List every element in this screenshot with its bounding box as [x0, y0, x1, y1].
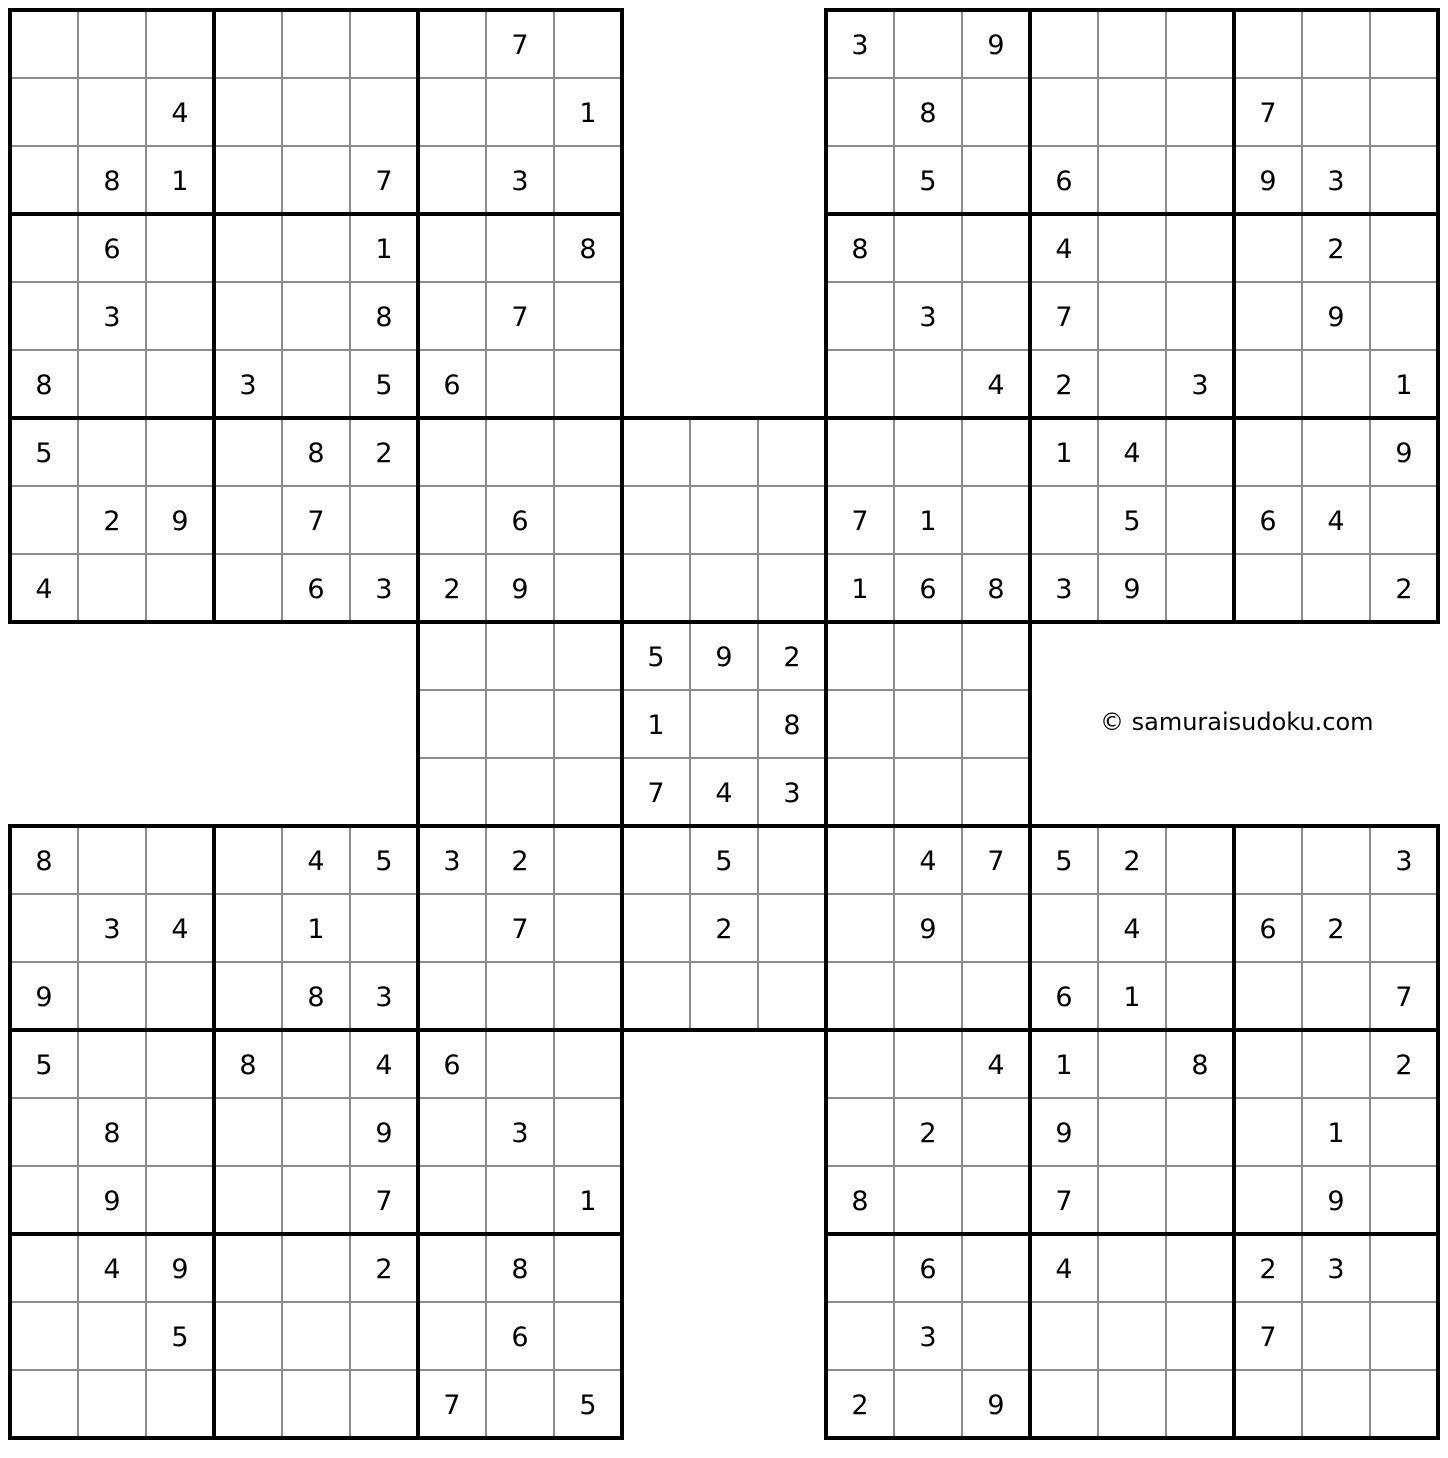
given-digit: 8: [511, 1254, 529, 1285]
given-digit: 8: [35, 370, 53, 401]
given-digit: 2: [1327, 234, 1345, 265]
given-digit: 4: [103, 1254, 121, 1285]
given-digit: 4: [987, 370, 1005, 401]
given-digit: 9: [1327, 1186, 1345, 1217]
given-digit: 9: [987, 1390, 1005, 1421]
given-digit: 7: [1259, 1322, 1277, 1353]
given-digit: 5: [35, 438, 53, 469]
given-digit: 9: [1395, 438, 1413, 469]
given-digit: 1: [1055, 438, 1073, 469]
given-digit: 6: [1055, 982, 1073, 1013]
given-digit: 6: [919, 1254, 937, 1285]
given-digit: 5: [375, 370, 393, 401]
given-digit: 9: [35, 982, 53, 1013]
given-digit: 1: [171, 166, 189, 197]
given-digit: 4: [987, 1050, 1005, 1081]
given-digit: 3: [103, 302, 121, 333]
given-digit: 7: [987, 846, 1005, 877]
given-digit: 8: [851, 234, 869, 265]
given-digit: 8: [103, 166, 121, 197]
given-digit: 8: [1191, 1050, 1209, 1081]
given-digit: 6: [1259, 506, 1277, 537]
given-digit: 5: [1055, 846, 1073, 877]
given-digit: 2: [919, 1118, 937, 1149]
given-digit: 3: [919, 1322, 937, 1353]
given-digit: 9: [171, 1254, 189, 1285]
copyright-text: © samuraisudoku.com: [1100, 708, 1374, 736]
given-digit: 5: [35, 1050, 53, 1081]
given-digit: 4: [715, 778, 733, 809]
given-digit: 6: [511, 1322, 529, 1353]
given-digit: 1: [307, 914, 325, 945]
given-digit: 1: [1395, 370, 1413, 401]
given-digit: 8: [851, 1186, 869, 1217]
given-digit: 1: [579, 98, 597, 129]
given-digit: 4: [171, 914, 189, 945]
given-digit: 2: [1395, 1050, 1413, 1081]
given-digit: 9: [511, 574, 529, 605]
given-digit: 3: [375, 574, 393, 605]
given-digit: 5: [171, 1322, 189, 1353]
given-digit: 8: [783, 710, 801, 741]
given-digit: 3: [1395, 846, 1413, 877]
given-digit: 1: [851, 574, 869, 605]
given-digit: 2: [443, 574, 461, 605]
given-digit: 7: [443, 1390, 461, 1421]
given-digit: 4: [1123, 914, 1141, 945]
given-digit: 1: [579, 1186, 597, 1217]
given-digit: 3: [375, 982, 393, 1013]
given-digit: 9: [987, 30, 1005, 61]
given-digit: 2: [1327, 914, 1345, 945]
given-digit: 6: [443, 1050, 461, 1081]
given-digit: 3: [919, 302, 937, 333]
given-digit: 8: [307, 982, 325, 1013]
given-digit: 5: [579, 1390, 597, 1421]
given-digit: 6: [103, 234, 121, 265]
given-digit: 5: [1123, 506, 1141, 537]
given-digit: 2: [375, 438, 393, 469]
given-digit: 9: [715, 642, 733, 673]
given-digit: 1: [647, 710, 665, 741]
given-digit: 1: [1055, 1050, 1073, 1081]
given-digit: 3: [1191, 370, 1209, 401]
box-border: [622, 418, 826, 622]
given-digit: 2: [1395, 574, 1413, 605]
given-digit: 1: [919, 506, 937, 537]
given-digit: 8: [919, 98, 937, 129]
given-digit: 8: [239, 1050, 257, 1081]
given-digit: 9: [1055, 1118, 1073, 1149]
given-digit: 2: [783, 642, 801, 673]
given-digit: 9: [919, 914, 937, 945]
given-digit: 7: [375, 166, 393, 197]
given-digit: 7: [511, 30, 529, 61]
given-digit: 7: [375, 1186, 393, 1217]
given-digit: 1: [1327, 1118, 1345, 1149]
given-digit: 2: [1123, 846, 1141, 877]
given-digit: 8: [375, 302, 393, 333]
given-digit: 3: [851, 30, 869, 61]
given-digit: 5: [715, 846, 733, 877]
given-digit: 6: [511, 506, 529, 537]
given-digit: 8: [103, 1118, 121, 1149]
given-digit: 7: [1259, 98, 1277, 129]
given-digit: 3: [443, 846, 461, 877]
given-digit: 2: [715, 914, 733, 945]
given-digit: 2: [375, 1254, 393, 1285]
given-digit: 5: [647, 642, 665, 673]
given-digit: 8: [307, 438, 325, 469]
given-digit: 7: [647, 778, 665, 809]
given-digit: 8: [579, 234, 597, 265]
given-digit: 2: [1055, 370, 1073, 401]
given-digit: 7: [307, 506, 325, 537]
given-digit: 4: [171, 98, 189, 129]
given-digit: 9: [1123, 574, 1141, 605]
box-border: [418, 622, 622, 826]
given-digit: 7: [511, 302, 529, 333]
given-digit: 4: [307, 846, 325, 877]
given-digit: 3: [511, 1118, 529, 1149]
given-digit: 4: [1055, 234, 1073, 265]
given-digit: 9: [1259, 166, 1277, 197]
given-digit: 9: [171, 506, 189, 537]
given-digit: 3: [1055, 574, 1073, 605]
given-digit: 7: [1055, 302, 1073, 333]
given-digit: 4: [1055, 1254, 1073, 1285]
given-digit: 4: [1123, 438, 1141, 469]
given-digit: 2: [103, 506, 121, 537]
given-digit: 6: [919, 574, 937, 605]
given-digit: 7: [1055, 1186, 1073, 1217]
given-digit: 1: [1123, 982, 1141, 1013]
given-digit: 6: [1259, 914, 1277, 945]
given-digit: 3: [511, 166, 529, 197]
given-digit: 3: [239, 370, 257, 401]
box-border: [826, 622, 1030, 826]
given-digit: 6: [1055, 166, 1073, 197]
given-digit: 8: [35, 846, 53, 877]
given-digit: 4: [375, 1050, 393, 1081]
given-digit: 8: [987, 574, 1005, 605]
given-digit: 4: [35, 574, 53, 605]
given-digit: 4: [919, 846, 937, 877]
given-digit: 7: [511, 914, 529, 945]
given-digit: 4: [1327, 506, 1345, 537]
given-digit: 3: [783, 778, 801, 809]
given-digit: 6: [443, 370, 461, 401]
given-digit: 7: [851, 506, 869, 537]
given-digit: 1: [375, 234, 393, 265]
given-digit: 3: [1327, 166, 1345, 197]
given-digit: 2: [511, 846, 529, 877]
given-digit: 9: [103, 1186, 121, 1217]
given-digit: 9: [375, 1118, 393, 1149]
given-digit: 2: [1259, 1254, 1277, 1285]
given-digit: 3: [103, 914, 121, 945]
given-digit: 5: [919, 166, 937, 197]
given-digit: 5: [375, 846, 393, 877]
given-digit: 6: [307, 574, 325, 605]
given-digit: 2: [851, 1390, 869, 1421]
given-digit: 7: [1395, 982, 1413, 1013]
given-digit: 9: [1327, 302, 1345, 333]
given-digit: 3: [1327, 1254, 1345, 1285]
